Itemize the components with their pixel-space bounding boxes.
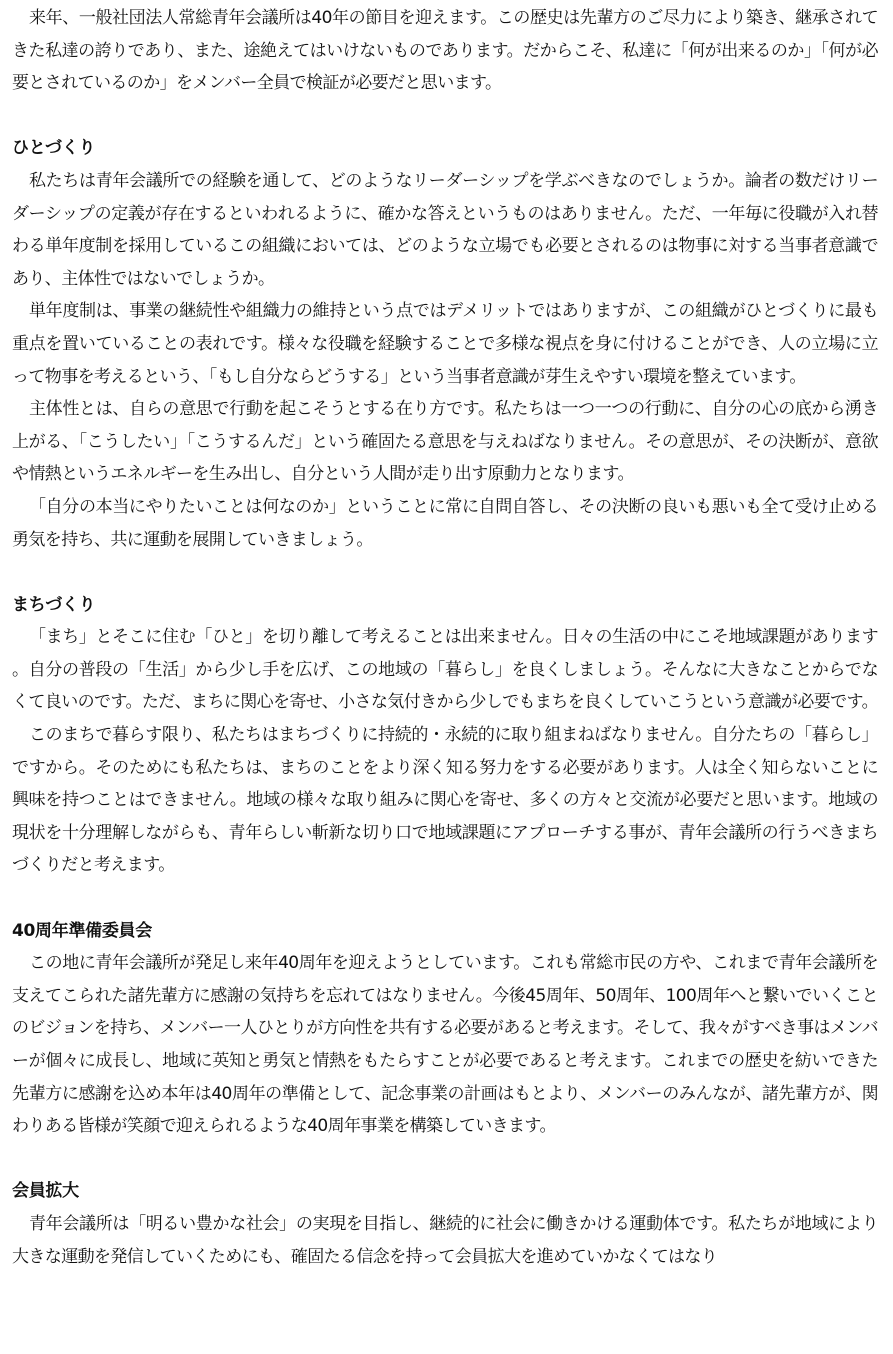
hitozukuri-paragraph-2: 単年度制は、事業の継続性や組織力の維持という点ではデメリットではありますが、この組織がひとづくりに最も重点を置いていることの表れです。様々な役職を経験することで多様な視点を身に付けることができ、人の立場に立って物事を考えるという、「もし自分ならどうする」という当事者意識が芽生えやすい環境を整えています。 [12, 301, 878, 387]
section-spacer [12, 882, 878, 915]
hitozukuri-paragraph-3: 主体性とは、自らの意思で行動を起こそうとする在り方です。私たちは一つ一つの行動に、自分の心の底から湧き上がる、「こうしたい」「こうするんだ」という確固たる意思を与えねばなりません。その意思が、その決断が、意欲や情熱というエネルギーを生み出し、自分という人間が走り出す原動力となります。 [12, 399, 878, 485]
section-heading-40th-anniversary-committee: 40周年準備委員会 [12, 920, 152, 941]
anniversary-paragraph-1: この地に青年会議所が発足し来年40周年を迎えようとしています。これも常総市民の方や、これまで青年会議所を支えてこられた諸先輩方に感謝の気持ちを忘れてはなりません。今後45周年、50周年、100周年へと繋いでいくことのビジョンを持ち、メンバー一人ひとりが方向性を共有する必要があると考えます。そして、我々がすべき事はメンバーが個々に成長し、地域に英知と勇気と情熱をもたらすことが必要であると考えます。これまでの歴史を紡いできた先輩方に感謝を込め本年は40周年の準備として、記念事業の計画はもとより、メンバーのみんなが、諸先輩方が、関わりある皆様が笑顔で迎えられるような40周年事業を構築していきます。 [12, 953, 878, 1137]
hitozukuri-paragraph-4: 「自分の本当にやりたいことは何なのか」ということに常に自問自答し、その決断の良いも悪いも全て受け止める勇気を持ち、共に運動を展開していきましょう。 [12, 496, 878, 550]
machizukuri-paragraph-2: このまちで暮らす限り、私たちはまちづくりに持続的・永続的に取り組まねばなりません。自分たちの「暮らし」ですから。そのためにも私たちは、まちのことをより深く知る努力をする必要があります。人は全く知らないことに興味を持つことはできません。地域の様々な取り組みに関心を寄せ、多くの方々と交流が必要だと思います。地域の現状を十分理解しながらも、青年らしい斬新な切り口で地域課題にアプローチする事が、青年会議所の行うべきまちづくりだと考えます。 [12, 725, 878, 876]
section-spacer [12, 1143, 878, 1176]
section-heading-membership-expansion: 会員拡大 [12, 1181, 79, 1202]
section-spacer [12, 556, 878, 589]
intro-paragraph: 来年、一般社団法人常総青年会議所は40年の節目を迎えます。この歴史は先輩方のご尽力により築き、継承されてきた私達の誇りであり、また、途絶えてはいけないものであります。だからこそ、私達に「何が出来るのか」「何が必要とされているのか」をメンバー全員で検証が必要だと思います。 [12, 8, 878, 94]
section-spacer [12, 100, 878, 133]
membership-paragraph-1: 青年会議所は「明るい豊かな社会」の実現を目指し、継続的に社会に働きかける運動体です。私たちが地域により大きな運動を発信していくためにも、確固たる信念を持って会員拡大を進めていかなくてはなり [12, 1213, 878, 1267]
section-heading-machizukuri: まちづくり [12, 594, 96, 615]
section-heading-hitozukuri: ひとづくり [12, 138, 96, 159]
machizukuri-paragraph-1: 「まち」とそこに住む「ひと」を切り離して考えることは出来ません。日々の生活の中にこそ地域課題があります。自分の普段の「生活」から少し手を広げ、この地域の「暮らし」を良くしましょう。そんなに大きなことからでなくて良いのです。ただ、まちに関心を寄せ、小さな気付きから少しでもまちを良くしていこうという意識が必要です。 [12, 627, 878, 713]
document-body [12, 2, 878, 1273]
hitozukuri-paragraph-1: 私たちは青年会議所での経験を通して、どのようなリーダーシップを学ぶべきなのでしょうか。論者の数だけリーダーシップの定義が存在するといわれるように、確かな答えというものはありません。ただ、一年毎に役職が入れ替わる単年度制を採用しているこの組織においては、どのような立場でも必要とされるのは物事に対する当事者意識であり、主体性ではないでしょうか。 [12, 170, 878, 289]
